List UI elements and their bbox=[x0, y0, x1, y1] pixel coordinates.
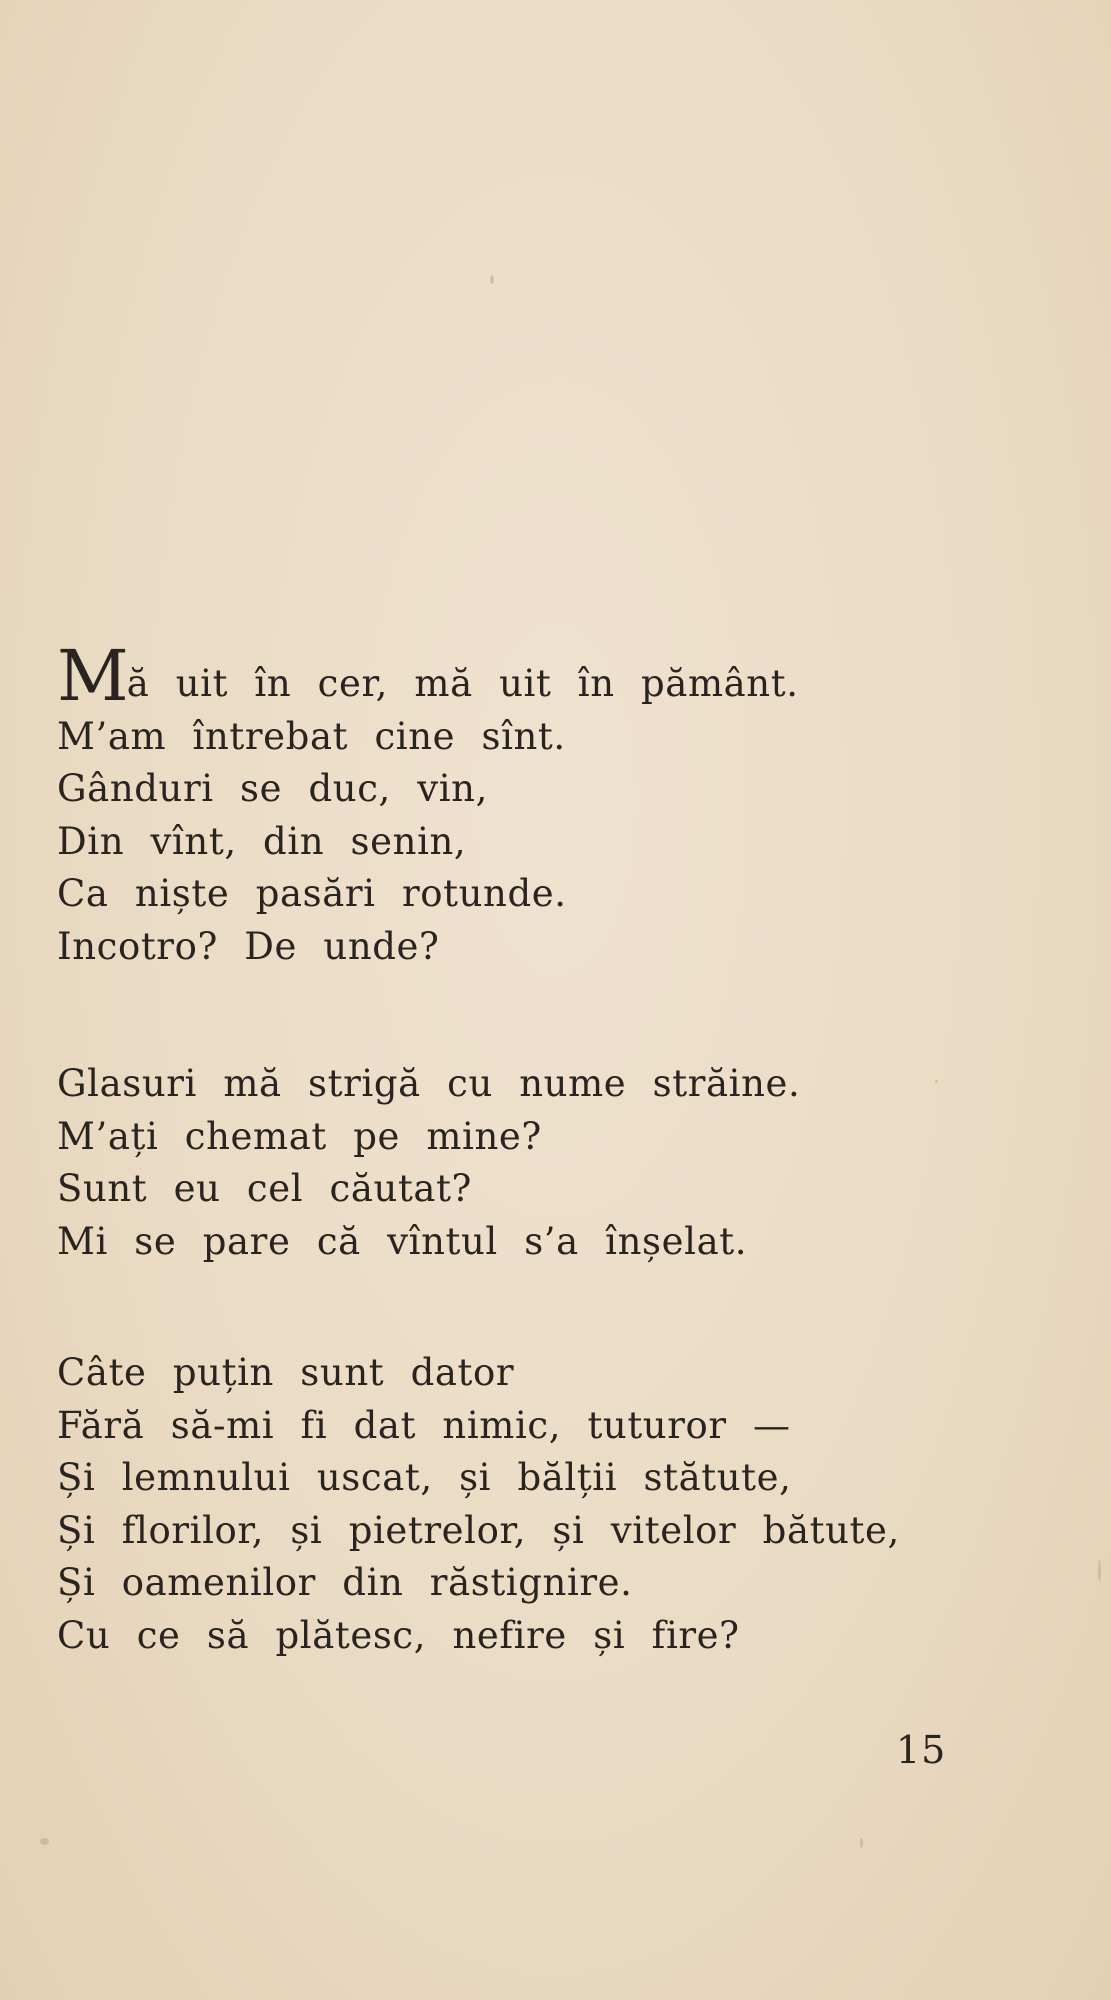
poem-line: Incotro? De unde? bbox=[57, 924, 440, 968]
poem-line: Din vînt, din senin, bbox=[57, 819, 467, 863]
poem-line: Și florilor, și pietrelor, și vitelor bătute, bbox=[57, 1508, 900, 1552]
stanza-3 bbox=[57, 1347, 900, 1662]
first-line-text: ă uit în cer, mă uit în pământ. bbox=[126, 662, 799, 705]
stanza-1 bbox=[57, 635, 799, 973]
poem-line: Cu ce să plătesc, nefire și fire? bbox=[57, 1613, 740, 1657]
stanza-2 bbox=[57, 1058, 800, 1268]
poem-line: M’am întrebat cine sînt. bbox=[57, 714, 566, 758]
drop-cap: M bbox=[57, 635, 127, 717]
poem-line: Sunt eu cel căutat? bbox=[57, 1167, 472, 1210]
paper-speck bbox=[40, 1838, 49, 1845]
poem-line: Mi se pare că vîntul s’a înșelat. bbox=[57, 1219, 748, 1263]
poem-line bbox=[57, 635, 799, 717]
poem-line: Și lemnului uscat, și bălții stătute, bbox=[57, 1456, 792, 1499]
page-number: 15 bbox=[896, 1728, 947, 1772]
poem-line: Fără să-mi fi dat nimic, tuturor — bbox=[57, 1403, 791, 1447]
poem-line: Ca niște pasări rotunde. bbox=[57, 872, 567, 915]
paper-speck bbox=[935, 1080, 938, 1083]
poem-line: Și oamenilor din răstignire. bbox=[57, 1561, 633, 1604]
poem-line: Câte puțin sunt dator bbox=[57, 1351, 515, 1394]
paper-speck bbox=[1098, 1560, 1101, 1582]
poem-line: M’ați chemat pe mine? bbox=[57, 1114, 542, 1158]
paper-speck bbox=[490, 275, 494, 284]
paper-speck bbox=[860, 1838, 863, 1848]
poem-line: Gânduri se duc, vin, bbox=[57, 767, 488, 810]
poem-line: Glasuri mă strigă cu nume străine. bbox=[57, 1062, 801, 1105]
